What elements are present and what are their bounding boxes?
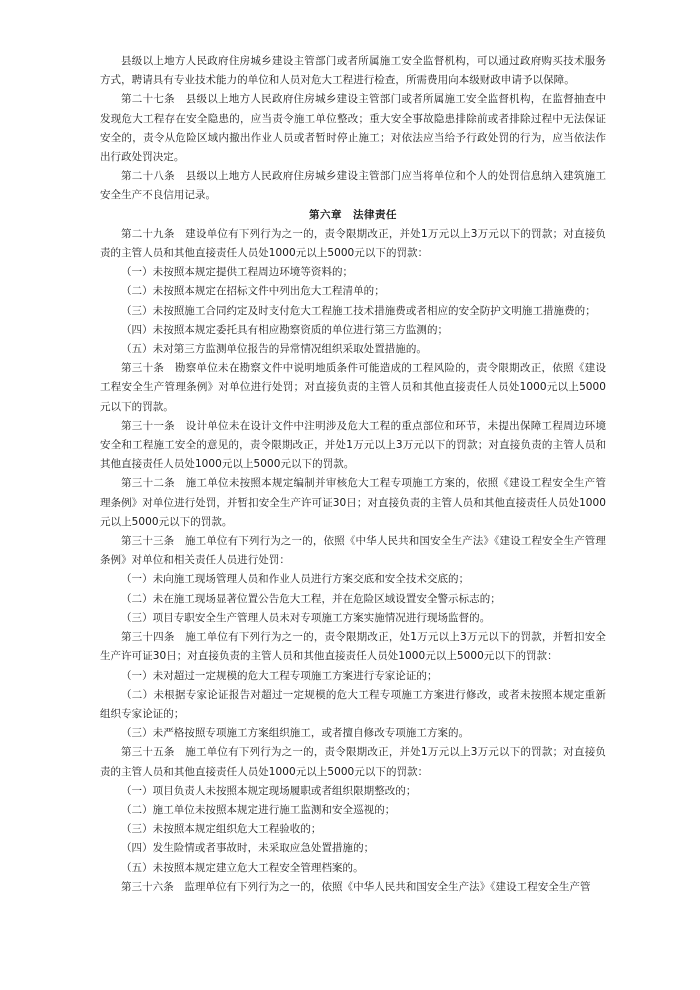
article-33-item: （二）未在施工现场显著位置公告危大工程，并在危险区域设置安全警示标志的； [121, 592, 501, 605]
article-35-item: （一）项目负责人未按照本规定现场履职或者组织限期整改的； [121, 784, 417, 797]
article-29-item: （五）未对第三方监测单位报告的异常情况组织采取处置措施的。 [121, 343, 427, 356]
article-32: 第三十二条 施工单位未按照本规定编制并审核危大工程专项施工方案的，依照《建设工程安全生产管理条例》对单位进行处罚，并暂扣安全生产许可证30日；对直接负责的主管人员和其他直接责任人员处1000元以上5000元以下的罚款。 [100, 477, 606, 528]
article-27: 第二十七条 县级以上地方人民政府住房城乡建设主管部门或者所属施工安全监督机构，在监督抽查中发现危大工程存在安全隐患的，应当责令施工单位整改；重大安全事故隐患排除前或者排除过程中无法保证安全的，责令从危险区域内撤出作业人员或者暂时停止施工；对依法应当给予行政处罚的行为，应当依法作出行政处罚决定。 [100, 93, 606, 164]
intro-paragraph-1: 县级以上地方人民政府住房城乡建设主管部门或者所属施工安全监督机构，可以通过政府购买技术服务方式，聘请具有专业技术能力的单位和人员对危大工程进行检查，所需费用向本级财政申请予以保障。 [100, 55, 606, 87]
article-29-item: （三）未按照施工合同约定及时支付危大工程施工技术措施费或者相应的安全防护文明施工措施费的； [121, 304, 596, 317]
article-34: 第三十四条 施工单位有下列行为之一的，责令限期改正，处1万元以上3万元以下的罚款，并暂扣安全生产许可证30日；对直接负责的主管人员和其他直接责任人员处1000元以上5000元以下的罚款： [100, 631, 606, 663]
article-29-item: （一）未按照本规定提供工程周边环境等资料的； [121, 266, 354, 279]
article-35-item: （二）施工单位未按照本规定进行施工监测和安全巡视的； [121, 803, 396, 816]
article-35: 第三十五条 施工单位有下列行为之一的，责令限期改正，并处1万元以上3万元以下的罚款；对直接负责的主管人员和其他直接责任人员处1000元以上5000元以下的罚款： [100, 746, 606, 778]
article-29-item: （四）未按照本规定委托具有相应勘察资质的单位进行第三方监测的； [121, 323, 449, 336]
article-34-item: （二）未根据专家论证报告对超过一定规模的危大工程专项施工方案进行修改，或者未按照本规定重新组织专家论证的； [100, 688, 606, 720]
article-28: 第二十八条 县级以上地方人民政府住房城乡建设主管部门应当将单位和个人的处罚信息纳入建筑施工安全生产不良信用记录。 [100, 170, 606, 202]
chapter-title: 第六章 法律责任 [309, 208, 397, 221]
article-33-item: （三）项目专职安全生产管理人员未对专项施工方案实施情况进行现场监督的。 [121, 611, 491, 624]
article-33-item: （一）未向施工现场管理人员和作业人员进行方案交底和安全技术交底的； [121, 573, 470, 586]
article-36: 第三十六条 监理单位有下列行为之一的，依照《中华人民共和国安全生产法》《建设工程安全生产管 [121, 880, 591, 893]
article-31: 第三十一条 设计单位未在设计文件中注明涉及危大工程的重点部位和环节，未提出保障工程周边环境安全和工程施工安全的意见的，责令限期改正，并处1万元以上3万元以下的罚款；对直接负责的主管人员和其他直接责任人员处1000元以上5000元以下的罚款。 [100, 419, 606, 471]
article-35-item: （五）未按照本规定建立危大工程安全管理档案的。 [121, 861, 364, 874]
article-33: 第三十三条 施工单位有下列行为之一的，依照《中华人民共和国安全生产法》《建设工程安全生产管理条例》对单位和相关责任人员进行处罚： [100, 535, 606, 567]
document-page [100, 52, 606, 897]
article-34-item: （三）未严格按照专项施工方案组织施工，或者擅自修改专项施工方案的。 [121, 727, 470, 740]
article-30: 第三十条 勘察单位未在勘察文件中说明地质条件可能造成的工程风险的，责令限期改正，依照《建设工程安全生产管理条例》对单位进行处罚；对直接负责的主管人员和其他直接责任人员处1000元以上5000元以下的罚款。 [100, 362, 606, 413]
article-34-item: （一）未对超过一定规模的危大工程专项施工方案进行专家论证的； [121, 669, 438, 682]
article-29: 第二十九条 建设单位有下列行为之一的，责令限期改正，并处1万元以上3万元以下的罚款；对直接负责的主管人员和其他直接责任人员处1000元以上5000元以下的罚款： [100, 227, 606, 260]
article-35-item: （四）发生险情或者事故时，未采取应急处置措施的； [121, 842, 375, 855]
article-29-item: （二）未按照本规定在招标文件中列出危大工程清单的； [121, 285, 385, 298]
article-35-item: （三）未按照本规定组织危大工程验收的； [121, 823, 322, 836]
